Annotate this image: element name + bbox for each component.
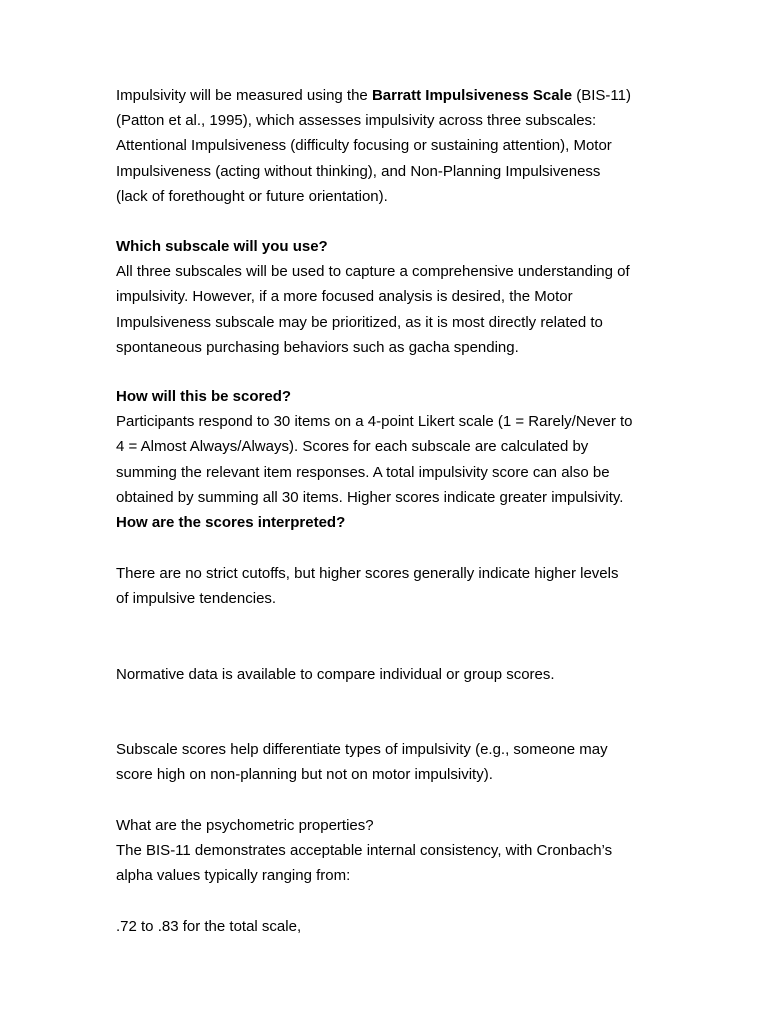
subscale-section (116, 234, 656, 360)
scoring-line-4: obtained by summing all 30 items. Higher scores indicate greater impulsivity. (116, 488, 624, 506)
intro-text: Impulsivity will be measured using the (116, 87, 372, 104)
scoring-line-2: 4 = Almost Always/Always). Scores for each subscale are calculated by (116, 438, 589, 456)
interpretation-line-1: There are no strict cutoffs, but higher scores generally indicate higher levels (116, 565, 619, 582)
scoring-section (116, 384, 656, 535)
intro-line-4: Impulsiveness (acting without thinking), and Non-Planning Impulsiveness (116, 162, 601, 180)
interpretation-paragraph-2 (116, 662, 656, 687)
subscale-scores-line-1: Subscale scores help differentiate types of impulsivity (e.g., someone may (116, 741, 608, 758)
interpretation-line-2: of impulsive tendencies. (116, 590, 277, 608)
intro-text-abbrev: (BIS-11) (572, 87, 631, 104)
psychometrics-section (116, 813, 656, 889)
intro-line-2: (Patton et al., 1995), which assesses impulsivity across three subscales: (116, 112, 597, 130)
subscale-line-2: impulsivity. However, if a more focused analysis is desired, the Motor (116, 288, 573, 306)
subscale-heading: Which subscale will you use? (116, 238, 328, 255)
subscale-line-1: All three subscales will be used to capture a comprehensive understanding of (116, 263, 630, 281)
interpretation-paragraph-1 (116, 561, 656, 611)
psychometrics-line-2: alpha values typically ranging from: (116, 867, 351, 885)
psychometrics-heading: What are the psychometric properties? (116, 817, 374, 834)
alpha-total-scale-item: .72 to .83 for the total scale, (116, 918, 302, 935)
intro-line-5: (lack of forethought or future orientation). (116, 187, 388, 205)
interpretation-paragraph-3 (116, 737, 656, 787)
normative-data-line: Normative data is available to compare individual or group scores. (116, 666, 555, 683)
subscale-line-3: Impulsiveness subscale may be prioritized, as it is most directly related to (116, 313, 603, 331)
scoring-line-1: Participants respond to 30 items on a 4-point Likert scale (1 = Rarely/Never to (116, 413, 633, 431)
scoring-heading: How will this be scored? (116, 388, 292, 405)
scoring-line-3: summing the relevant item responses. A total impulsivity score can also be (116, 463, 610, 481)
intro-line-3: Attentional Impulsiveness (difficulty focusing or sustaining attention), Motor (116, 137, 612, 155)
intro-line-1 (116, 83, 656, 108)
psychometrics-line-1: The BIS-11 demonstrates acceptable internal consistency, with Cronbach’s (116, 842, 613, 860)
scale-name-bold: Barratt Impulsiveness Scale (371, 87, 573, 104)
subscale-scores-line-2: score high on non-planning but not on motor impulsivity). (116, 766, 493, 784)
intro-paragraph (116, 83, 656, 209)
subscale-line-4: spontaneous purchasing behaviors such as gacha spending. (116, 338, 519, 356)
interpretation-heading: How are the scores interpreted? (116, 513, 346, 531)
psychometrics-list (116, 914, 656, 939)
